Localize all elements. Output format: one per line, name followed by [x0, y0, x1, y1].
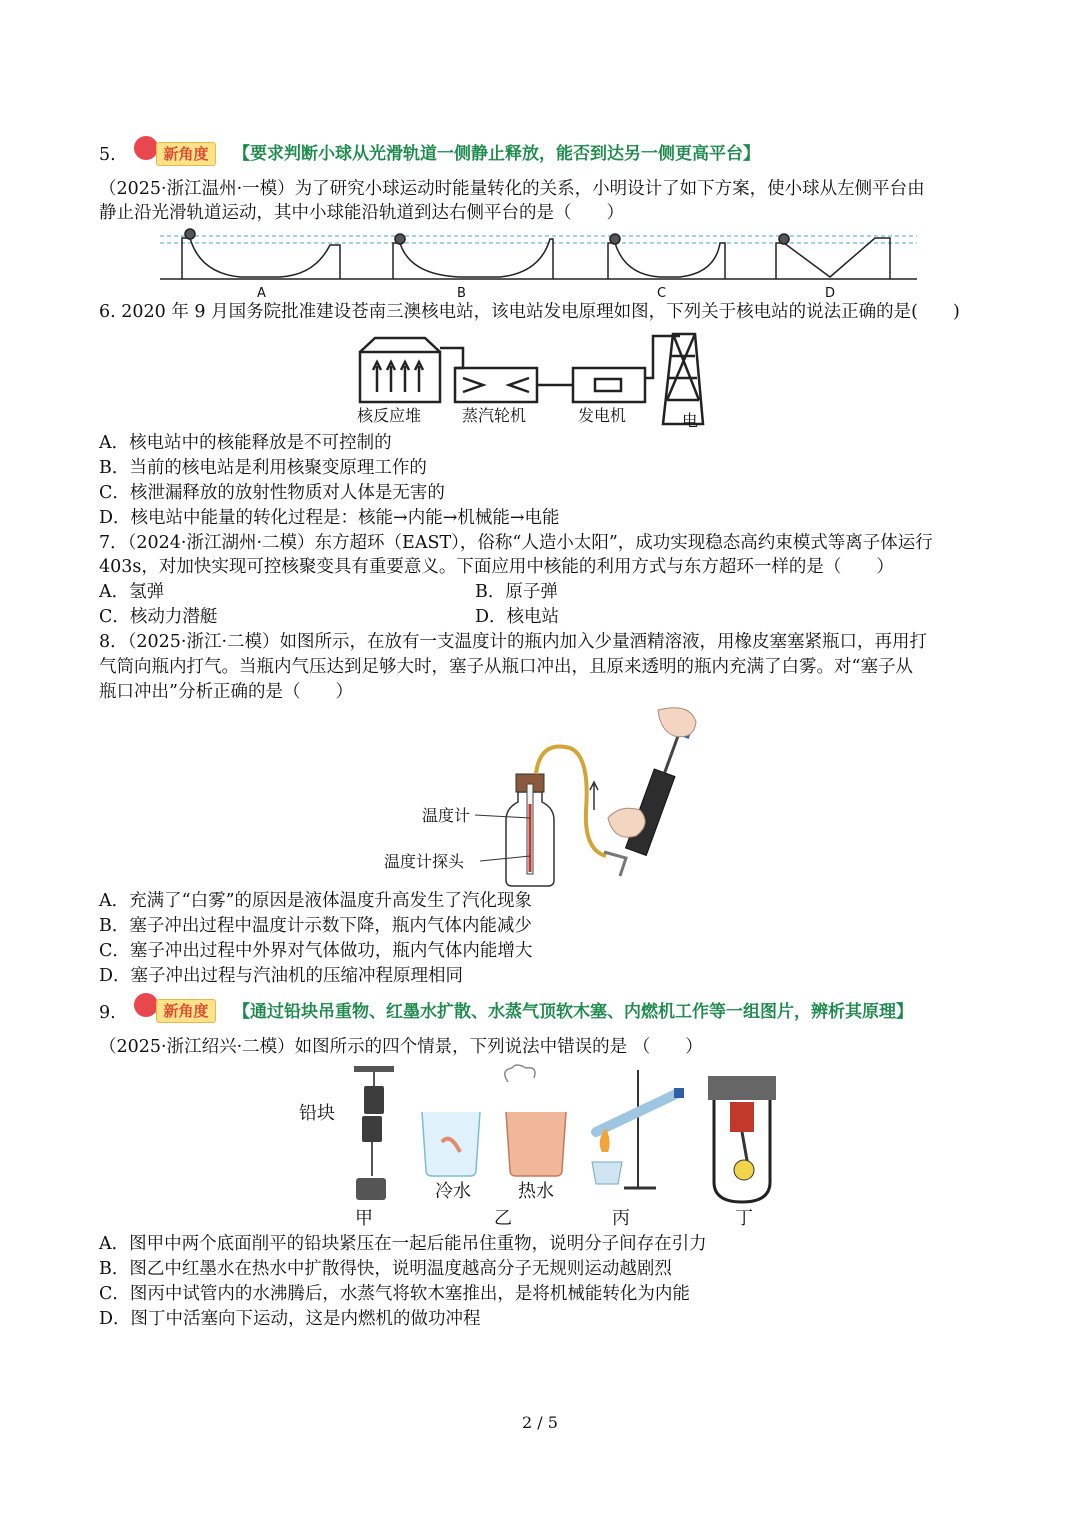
q8-option-d: D．塞子冲出过程与汽油机的压缩冲程原理相同 [99, 966, 464, 986]
label-reactor: 核反应堆 [357, 406, 422, 425]
q7-option-a: A．氢弹 [99, 582, 165, 602]
option-label-b: B [457, 286, 466, 301]
q9-tag: 【通过铅块吊重物、红墨水扩散、水蒸气顶软木塞、内燃机工作等一组图片，辨析其原理】 [233, 1002, 913, 1022]
engine-scene [708, 1076, 776, 1202]
option-label-c: C [657, 286, 667, 301]
page-number: 2 / 5 [522, 1413, 558, 1432]
q7-line1: 7．（2024·浙江湖州·二模）东方超环（EAST），俗称“人造小太阳”，成功实现稳态高约束模式等离子体运行 [99, 533, 933, 553]
label-thermometer-probe: 温度计探头 [384, 852, 465, 871]
q7-line2: 403s，对加快实现可控核聚变具有重要意义。下面应用中核能的利用方式与东方超环一样的是（ ） [99, 557, 894, 577]
q6-stem: 6. 2020 年 9 月国务院批准建设苍南三澳核电站，该电站发电原理如图，下列关于核电站的说法正确的是( ) [99, 302, 960, 322]
label-bing: 丙 [612, 1208, 630, 1229]
q9-option-a: A．图甲中两个底面削平的铅块紧压在一起后能吊住重物，说明分子间存在引力 [99, 1234, 707, 1254]
option-label-a: A [257, 286, 266, 301]
q8-line2: 气筒向瓶内打气。当瓶内气压达到足够大时，塞子从瓶口冲出，且原来透明的瓶内充满了白雾。对“塞子从 [99, 657, 913, 677]
label-hot-water: 热水 [518, 1181, 554, 1202]
option-label-d: D [825, 286, 836, 301]
q5-track-figure [160, 225, 920, 300]
q8-line3: 瓶口冲出”分析正确的是（ ） [99, 682, 353, 702]
label-electricity: 电 [682, 411, 699, 430]
badge-label: 新角度 [156, 999, 216, 1023]
badge-icon [134, 993, 158, 1017]
q9-line1: （2025·浙江绍兴·二模）如图所示的四个情景，下列说法中错误的是 （ ） [99, 1037, 703, 1057]
q8-option-b: B．塞子冲出过程中温度计示数下降，瓶内气体内能减少 [99, 916, 532, 936]
track-b [393, 234, 553, 279]
new-angle-badge [132, 993, 218, 1023]
label-generator: 发电机 [578, 406, 627, 425]
q8-option-c: C．塞子冲出过程中外界对气体做功，瓶内气体内能增大 [99, 941, 533, 961]
q6-option-b: B．当前的核电站是利用核聚变原理工作的 [99, 458, 427, 478]
q7-option-c: C．核动力潜艇 [99, 607, 218, 627]
label-ding: 丁 [735, 1208, 753, 1229]
q9-option-c: C．图丙中试管内的水沸腾后，水蒸气将软木塞推出，是将机械能转化为内能 [99, 1284, 690, 1304]
q5-number: 5. [99, 145, 116, 165]
track-c [608, 234, 725, 279]
q8-option-a: A．充满了“白雾”的原因是液体温度升高发生了汽化现象 [99, 891, 533, 911]
q8-line1: 8．（2025·浙江·二模）如图所示，在放有一支温度计的瓶内加入少量酒精溶液，用橡皮塞塞紧瓶口，再用打 [99, 632, 928, 652]
label-yi: 乙 [494, 1208, 512, 1229]
label-turbine: 蒸汽轮机 [462, 406, 527, 425]
q7-option-d: D．核电站 [475, 607, 560, 627]
four-scenes-figure [340, 1062, 790, 1212]
q9-option-b: B．图乙中红墨水在热水中扩散得快，说明温度越高分子无规则运动越剧烈 [99, 1259, 672, 1279]
badge-label: 新角度 [156, 142, 216, 166]
label-lead-block: 铅块 [299, 1103, 335, 1124]
cold-water-beaker [422, 1112, 480, 1176]
q6-option-c: C．核泄漏释放的放射性物质对人体是无害的 [99, 483, 445, 503]
q5-line1: （2025·浙江温州·一模）为了研究小球运动时能量转化的关系，小明设计了如下方案，使小球从左侧平台由 [99, 179, 925, 199]
label-cold-water: 冷水 [435, 1181, 471, 1202]
track-d [776, 234, 890, 279]
label-thermometer: 温度计 [422, 806, 471, 825]
lead-blocks-scene [354, 1066, 394, 1200]
q5-line2: 静止沿光滑轨道运动，其中小球能沿轨道到达右侧平台的是（ ） [99, 203, 624, 223]
q6-option-d: D．核电站中能量的转化过程是：核能→内能→机械能→电能 [99, 508, 560, 528]
q9-number: 9. [99, 1003, 116, 1023]
q9-option-d: D．图丁中活塞向下运动，这是内燃机的做功冲程 [99, 1309, 481, 1329]
label-leader-lines [470, 810, 540, 870]
hot-water-beaker [505, 1065, 566, 1176]
label-jia: 甲 [355, 1208, 373, 1229]
badge-icon [134, 136, 158, 160]
q7-option-b: B．原子弹 [475, 582, 558, 602]
q6-option-a: A．核电站中的核能释放是不可控制的 [99, 433, 392, 453]
test-tube-scene [592, 1070, 684, 1188]
new-angle-badge [132, 136, 218, 166]
q5-tag: 【要求判断小球从光滑轨道一侧静止释放，能否到达另一侧更高平台】 [233, 144, 760, 164]
